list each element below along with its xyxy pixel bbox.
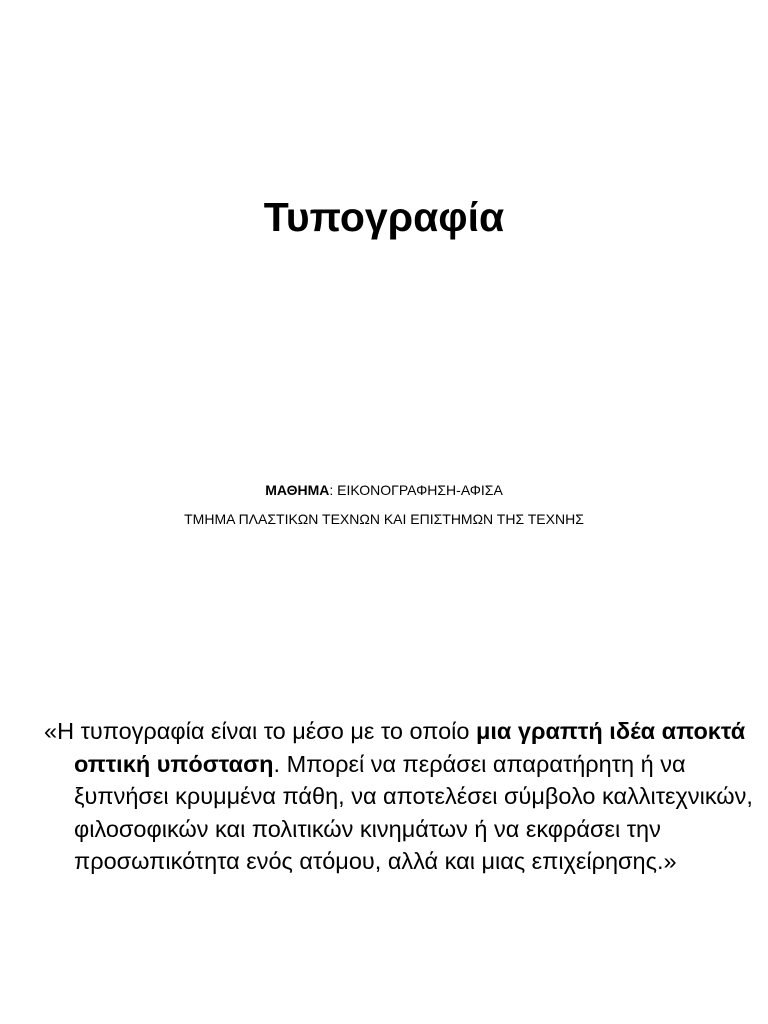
- quote-text-start: «Η τυπογραφία είναι το μέσο με το οποίο: [44, 718, 476, 744]
- quote-paragraph: [44, 715, 754, 878]
- quote-text-end: . Μπορεί να περάσει απαρατήρητη ή να ξυπνήσει κρυμμένα πάθη, να αποτελέσει σύμβολο καλλιτεχνικών, φιλοσοφικών και πολιτικών κινημάτων ή να εκφράσει την προσωπικότητα ενός ατόμου, αλλά και μιας επιχείρησης.»: [74, 750, 753, 875]
- course-line: [0, 480, 768, 500]
- quote-emphasis: μια γραπτή ιδέα αποκτά οπτική υπόσταση: [74, 718, 746, 777]
- course-separator: :: [329, 482, 338, 498]
- department-line: ΤΜΗΜΑ ΠΛΑΣΤΙΚΩΝ ΤΕΧΝΩΝ ΚΑΙ ΕΠΙΣΤΗΜΩΝ ΤΗΣ ΤΕΧΝΗΣ: [184, 511, 584, 527]
- page-title: Τυπογραφία: [263, 194, 505, 240]
- course-name: ΕΙΚΟΝΟΓΡΑΦΗΣΗ-ΑΦΙΣΑ: [337, 482, 503, 498]
- course-label: ΜΑΘΗΜΑ: [265, 482, 330, 498]
